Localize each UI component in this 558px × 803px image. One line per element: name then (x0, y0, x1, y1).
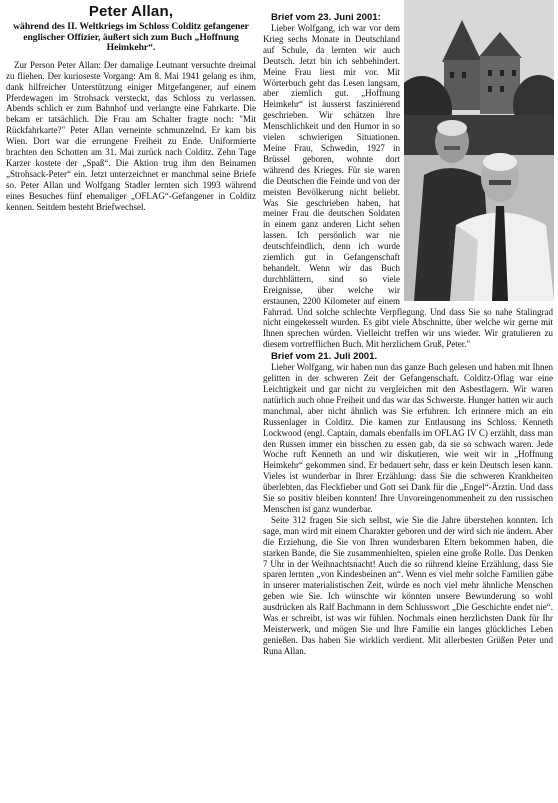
letter2-title: Brief vom 21. Juli 2001. (271, 351, 378, 363)
letter2-paragraph-1: Lieber Wolfgang, wir haben nun das ganze Buch gelesen und haben mit Ihnen gelitten in der schweren Zeit der Gefangenschaft. Colditz-Oflag war eine Leichtigkeit und gar nicht zu vergleichen mit den Asbestlagern. Wir waren natürlich auch ohne Freiheit und das war das Schwerste. Hunger hatten wir auch manchmal, aber nicht ähnlich was Sie erfuhren. Ich erinnere mich an ein Russenlager in Colditz. Die kamen zur Entlausung ins Schloss. Kenneth Lockwood (engl. Captain, damals ebenfalls im OFLAG IV C) erzählt, dass man den Russen immer ein bisschen zu essen gab, da sie so schwach waren. Jede Woche ruft Kenneth an und wir diskutieren, wie weit wir in „Hoffnung Heimkehr“ gekommen sind. Er bedauert sehr, dass er kein Deutsch lesen kann. Vieles ist wunderbar in Ihrer Erzählung: dass Sie die schweren Krankheiten überlebten, das Fleckfieber und Gott sei Dank für die „Engel“-Ärztin. Und dass Sie so positiv bleiben konnten! Ihre Unvoreingenommenheit zu den russischen Menschen ist ganz wunderbar. (263, 362, 553, 514)
letter1-text: Lieber Wolfgang, ich war vor dem Krieg sechs Monate in Deutschland auf Schule, da lernten wir auch Deutsch. Jetzt bin ich sehbehindert. Meine Frau liest mir vor. Mit Wörterbuch geht das Lesen langsam, aber ziemlich gut. „Hoffnung Heimkehr“ ist äusserst faszinierend geschrieben. Wir schätzen Ihre Menschlichkeit und den Humor in so vielen schwierigen Situationen. Meine Frau, Schwedin, 1927 in Brüssel geboren, wohnte dort während des Krieges. Für sie waren die Deutschen die Feinde und von der meisten Bevölkerung nicht beliebt. Was Sie geschrieben haben, hat meiner Frau die deutschen Soldaten in einem ganz anderen Licht sehen lassen. Ich persönlich war nie deutschfeindlich, denn ich wurde ziemlich gut in Gefangenschaft behandelt. Wenn wir das Buch durchblättern, sind so viele Ereignisse, über welche wir erstaunen, 2200 Kilometer auf einem Fahrrad. Und solche schlechte Verpflegung. Und dass Sie so nahe Stalingrad nicht eingekesselt wurden. Es gibt viele Abschnitte, über welche wir gerne mit Ihnen sprechen würden. Vielleicht treffen wir uns wieder. Wir gratulieren zu diesem vortrefflichen Buch. Mit herzlichem Gruß, Peter." (263, 23, 553, 350)
article-subhead: während des II. Weltkriegs im Schloss Colditz gefangener englischer Offizier, äußert sich zum Buch „Hoffnung Heimkehr“. (13, 21, 249, 54)
photo-castle-and-two-men-icon (404, 0, 554, 301)
right-column (263, 3, 553, 657)
photo (404, 0, 554, 301)
left-column (6, 3, 256, 212)
article-headline: Peter Allan, (88, 3, 174, 20)
article-intro: Zur Person Peter Allan: Der damalige Leutnant versuchte dreimal zu fliehen. Der kurioseste Vorgang: Am 8. Mai 1941 gelang es ihm, dank hilfreicher Unterstützung einiger Mitgefangener, auf einem Pferdewagen im Strohsack versteckt, das Schloss zu verlassen. Abends schlich er zum Bahnhof und verlangte eine Fahrkarte. Die bekam er tatsächlich. Die Frau am Schalter fragte noch: "Mit Rückfahrkarte?" Peter Allan verneinte schmunzelnd. Er kam bis Wien. Dort war die errungene Freiheit zu Ende. Uniformierte brachten den Schotten am 31. Mai zurück nach Colditz. Zehn Tage Karzer kostete der „Spaß“. Die Aktion trug ihm den Beinamen „Strohsack-Peter“ ein. Jetzt unterzeichnet er manchmal seine Briefe so. Peter Allan und Wolfgang Stadler lernten sich 1993 während eines Besuches fünf ehemaliger „OFLAG“-Gefangener in Colditz kennen. Seitdem besteht Briefwechsel. (6, 59, 256, 212)
letter2-paragraph-2: Seite 312 fragen Sie sich selbst, wie Sie die Jahre überstehen konnten. Ich sage, man wird mit einem Charakter geboren und der wird sich nie ändern. Aber die Erziehung, die Sie von Ihren wunderbaren Eltern bekommen haben, die starken Bande, die Sie zusammenhielten, spielen eine große Rolle. Das Denken 7 Uhr in der Weihnachtsnacht! Auch die so rührend kleine Erzählung, dass Sie sparen lernten „von Kindesbeinen an“. Wenn es viel mehr solche Familien gäbe in unserer materialistischen Zeit, würde es noch viel mehr ähnliche Menschen geben wie Sie. Ich wünschte wir könnten unsere Bewunderung so wohl ausdrücken als Ralf Bachmann in dem Schlusswort „Die Geschichte endet nie“. Was er schreibt, ist was wir fühlen. Nochmals einen herzlichsten Dank für Ihr Meisterwerk, und mögen Sie und Ihre Familie ein langes glückliches Leben genießen. Das haben Sie wirklich verdient. Mit allerbesten Grüßen Peter und Runa Allan. (263, 514, 553, 656)
letter1-title: Brief vom 23. Juni 2001: (271, 12, 381, 23)
